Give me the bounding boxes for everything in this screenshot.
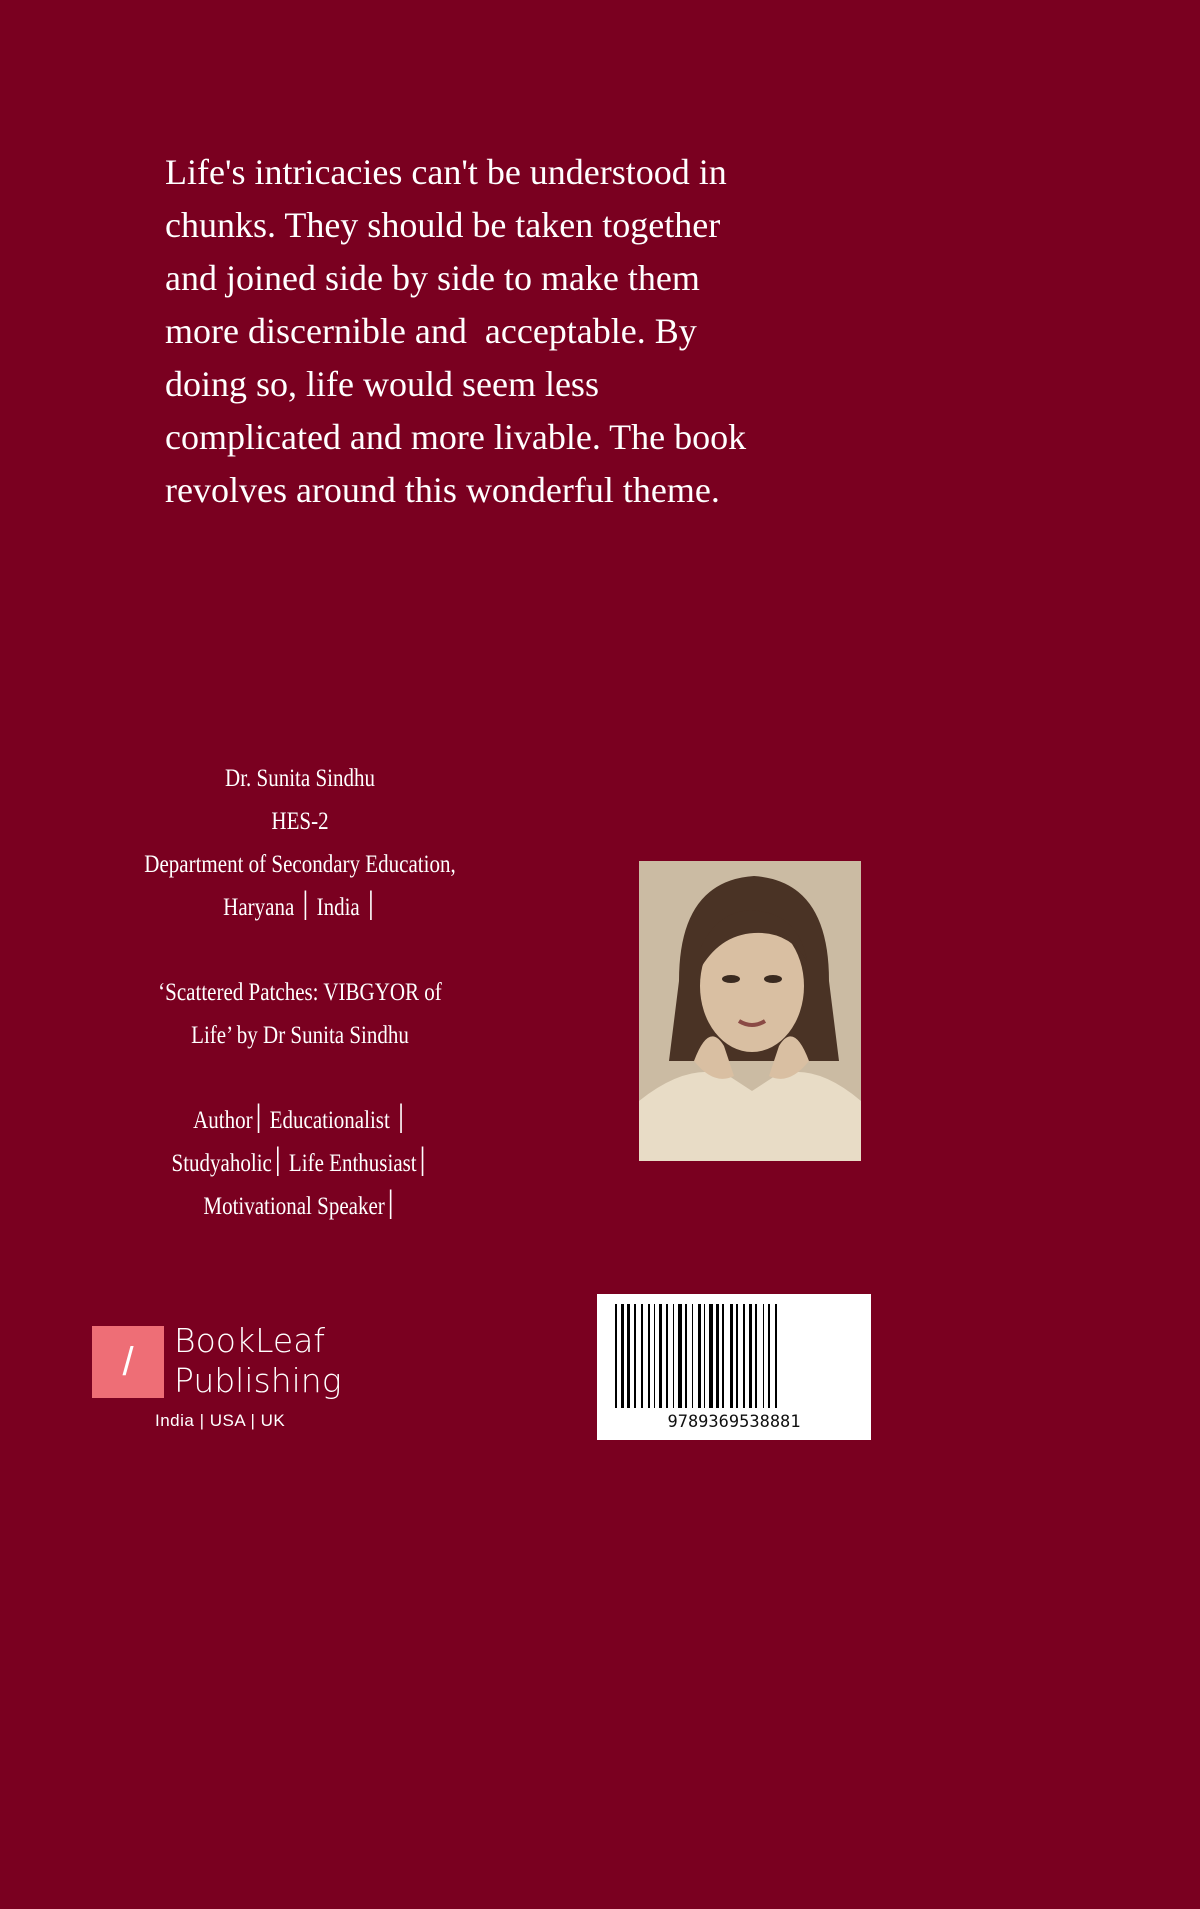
barcode-bar xyxy=(673,1304,674,1408)
blurb-line: and joined side by side to make them xyxy=(165,258,700,298)
publisher-name-line1: BookLeaf xyxy=(174,1321,326,1360)
book-title-line: ‘Scattered Patches: VIBGYOR of xyxy=(158,979,442,1006)
barcode-bar xyxy=(634,1304,636,1408)
barcode-bar xyxy=(743,1304,745,1408)
barcode-bar xyxy=(621,1304,624,1408)
blurb-line: doing so, life would seem less xyxy=(165,364,599,404)
barcode-bar xyxy=(654,1304,655,1408)
author-name: Dr. Sunita Sindhu xyxy=(225,765,375,792)
barcode-bar xyxy=(659,1304,662,1408)
barcode-bar xyxy=(736,1304,738,1408)
blurb-line: Life's intricacies can't be understood in xyxy=(165,152,727,192)
barcode-bar xyxy=(698,1304,701,1408)
blurb-line: complicated and more livable. The book xyxy=(165,417,747,457)
barcode-bar xyxy=(722,1304,724,1408)
barcode-bar xyxy=(692,1304,693,1408)
isbn-number: 9789369538881 xyxy=(667,1412,801,1432)
blurb-line: chunks. They should be taken together xyxy=(165,205,721,245)
barcode-bar xyxy=(615,1304,617,1408)
publisher-name-line2: Publishing xyxy=(174,1361,342,1400)
author-roles-line: Author׀ Educationalist ׀ xyxy=(193,1107,407,1134)
barcode-bar xyxy=(627,1304,630,1408)
blurb-line: revolves around this wonderful theme. xyxy=(165,470,720,510)
barcode-bar xyxy=(768,1304,770,1408)
author-roles-line: Motivational Speaker׀ xyxy=(203,1193,397,1220)
barcode-bar xyxy=(749,1304,752,1408)
publisher-logo-mark xyxy=(92,1326,164,1398)
isbn-barcode xyxy=(597,1294,871,1440)
barcode-bar xyxy=(678,1304,682,1408)
author-department: Department of Secondary Education, xyxy=(144,851,456,878)
author-photo xyxy=(639,861,861,1161)
author-bio xyxy=(132,757,468,1228)
barcode-bar xyxy=(763,1304,764,1408)
blurb-line: more discernible and acceptable. By xyxy=(165,311,697,351)
slash-icon: / xyxy=(122,1339,134,1384)
barcode-bar xyxy=(685,1304,687,1408)
author-roles-line: Studyaholic׀ Life Enthusiast׀ xyxy=(171,1150,429,1177)
author-designation: HES-2 xyxy=(271,808,329,835)
barcode-bar xyxy=(704,1304,705,1408)
author-location: Haryana ׀ India ׀ xyxy=(223,894,377,921)
barcode-bar xyxy=(648,1304,650,1408)
barcode-bar xyxy=(730,1304,733,1408)
barcode-bar xyxy=(666,1304,668,1408)
barcode-bar xyxy=(775,1304,777,1408)
back-cover-blurb xyxy=(165,146,865,517)
barcode-bar xyxy=(709,1304,713,1408)
publisher-countries: India | USA | UK xyxy=(155,1411,286,1430)
publisher-logo xyxy=(92,1321,392,1446)
barcode-bar xyxy=(755,1304,757,1408)
barcode-bars xyxy=(613,1304,855,1408)
barcode-bar xyxy=(716,1304,719,1408)
barcode-bar xyxy=(641,1304,643,1408)
book-title-line: Life’ by Dr Sunita Sindhu xyxy=(191,1022,409,1049)
